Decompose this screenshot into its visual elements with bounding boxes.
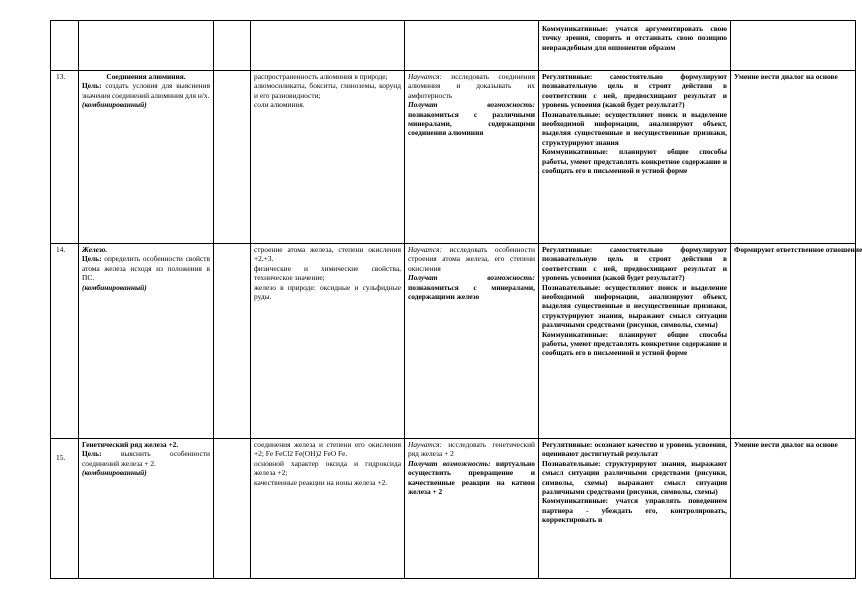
goal-label: Цель: xyxy=(82,81,102,91)
content-line: строение атома железа, степени окисления +2,+3. xyxy=(254,245,401,264)
lesson-topic-cell xyxy=(79,71,214,244)
lesson-topic-cell xyxy=(79,244,214,439)
uud-cell xyxy=(539,439,731,579)
uud-regulative: Регулятивные: самостоятельно формулируют познавательную цель и строят действия в соответствии с ней, предвосхищают результат и уровень усвоения (какой будет результат?) xyxy=(542,245,727,283)
learn-text: исследовать соединения алюминия и доказывать их амфотерность xyxy=(408,72,535,100)
learn-label: Научатся: xyxy=(408,440,442,449)
uud-cognitive: Познавательные: структурируют знания, выражают смысл ситуации различными средствами (рисунки, символы, схемы) выражают смысл ситуации различными средствами (рисунки, символы, схемы) xyxy=(542,458,727,497)
learning-outcomes-cell xyxy=(405,244,539,439)
uud-communicative: Коммуникативные: учатся управлять поведением партнера - убеждать его, контролировать, корректировать и xyxy=(542,496,727,525)
lesson-type: (комбинированный) xyxy=(82,468,147,478)
uud-communicative-cell: Коммуникативные: учатся аргументировать свою точку зрения, спорить и отстаивать свою позицию невраждебным для оппонентов образом xyxy=(539,21,731,71)
uud-cell xyxy=(539,244,731,439)
content-line: основной характер оксида и гидроксида железа +2; xyxy=(254,458,401,478)
content-line: соли алюминия. xyxy=(254,100,305,110)
goal-label: Цель: xyxy=(82,449,102,459)
learning-outcomes-cell xyxy=(405,71,539,244)
opportunity-text: виртуально осуществить превращение и качественные реакции на катион железа + 2 xyxy=(408,458,536,497)
opportunity-label: Получат возможность: xyxy=(408,458,491,468)
content-line: железо в природе: оксидные и сульфидные руды. xyxy=(254,282,401,302)
learn-label: Научатся: xyxy=(408,72,442,81)
opportunity-text: познакомиться с минералами, содержащими железо xyxy=(408,282,535,302)
uud-regulative: Регулятивные: осознают качество и уровень усвоения, оценивают достигнутый результат xyxy=(542,440,727,459)
thematic-plan-table-fragment xyxy=(50,20,862,577)
lesson-number: 14. xyxy=(51,244,79,439)
content-line: соединения железа и степени его окисления +2; Fe FeCl2 Fe(OH)2 FeO Fe. xyxy=(254,440,401,459)
content-line: алюмосиликаты, бокситы, глиноземы, корунд и его разновидности; xyxy=(254,81,401,100)
opportunity-label: Получат возможность: xyxy=(408,100,535,110)
lesson-number: 13. xyxy=(51,71,79,244)
lesson-content-cell xyxy=(251,244,405,439)
personal-results-cell: Умение вести диалог на основе xyxy=(731,439,856,579)
learn-text: исследовать особенности строения атома железа, его степени окисления xyxy=(408,245,535,273)
personal-results-cell: Формируют ответственное отношение xyxy=(731,244,856,439)
opportunity-text: познакомиться с различными минералами, содержащими соединения алюминия xyxy=(408,109,535,138)
content-line: качественные реакции на ионы железа +2. xyxy=(254,477,388,487)
personal-results-cell: Умение вести диалог на основе xyxy=(731,71,856,244)
lesson-goal: Цель: определить особенности свойств атома железа исходя из положения в ПС. xyxy=(82,254,210,283)
learn-label: Научатся: xyxy=(408,245,442,254)
table-row-lesson-15 xyxy=(51,439,856,579)
lesson-goal: Цель: создать условия для выяснения значения соединений алюминия для н/х. xyxy=(82,81,210,100)
lesson-topic: Соединения алюминия. xyxy=(106,72,186,81)
lesson-topic: Генетический ряд железа +2. xyxy=(82,440,179,449)
lesson-type: (комбинированный) xyxy=(82,282,147,292)
lesson-number: 15. xyxy=(51,439,79,579)
opportunity-label: Получат возможность: xyxy=(408,273,535,283)
content-line: распространенность алюминия в природе; xyxy=(254,72,388,81)
table-row-lesson-14 xyxy=(51,244,856,439)
uud-communicative: Коммуникативные: планируют общие способы работы, умеют представлять конкретное содержание и сообщать его в письменной и устной форме xyxy=(542,329,727,358)
lesson-content-cell xyxy=(251,439,405,579)
uud-communicative: Коммуникативные: планируют общие способы работы, умеют представлять конкретное содержание и сообщать его в письменной и устной форме xyxy=(542,147,727,176)
learn-text: исследовать генетический ряд железа + 2 xyxy=(408,440,535,459)
uud-cognitive: Познавательные: осуществляют поиск и выделение необходимой информации, анализируют объект, выделяя существенные и несущественные признаки, структурируют знания, выражают смысл ситуации различными средствами (рисунки, символы, схемы) xyxy=(542,282,727,330)
lesson-topic: Железо. xyxy=(82,245,108,254)
uud-cell xyxy=(539,71,731,244)
lesson-plan-table xyxy=(50,20,862,579)
table-row-lesson-13 xyxy=(51,71,856,244)
lesson-type: (комбинированный) xyxy=(82,100,147,110)
lesson-topic-cell xyxy=(79,439,214,579)
learning-outcomes-cell xyxy=(405,439,539,579)
table-row-continuation xyxy=(51,21,856,71)
content-line: физические и химические свойства, техническое значение; xyxy=(254,263,401,283)
lesson-goal: Цель: выяснить особенности соединений железа + 2. xyxy=(82,449,210,468)
uud-cognitive: Познавательные: осуществляют поиск и выделение необходимой информации, анализируют объект, выделяя существенные и несущественные признаки, структурируют знания xyxy=(542,109,727,147)
uud-regulative: Регулятивные: самостоятельно формулируют познавательную цель и строят действия в соответствии с ней, предвосхищают результат и уровень усвоения (какой будет результат?) xyxy=(542,72,727,110)
lesson-content-cell xyxy=(251,71,405,244)
goal-label: Цель: xyxy=(82,254,102,264)
